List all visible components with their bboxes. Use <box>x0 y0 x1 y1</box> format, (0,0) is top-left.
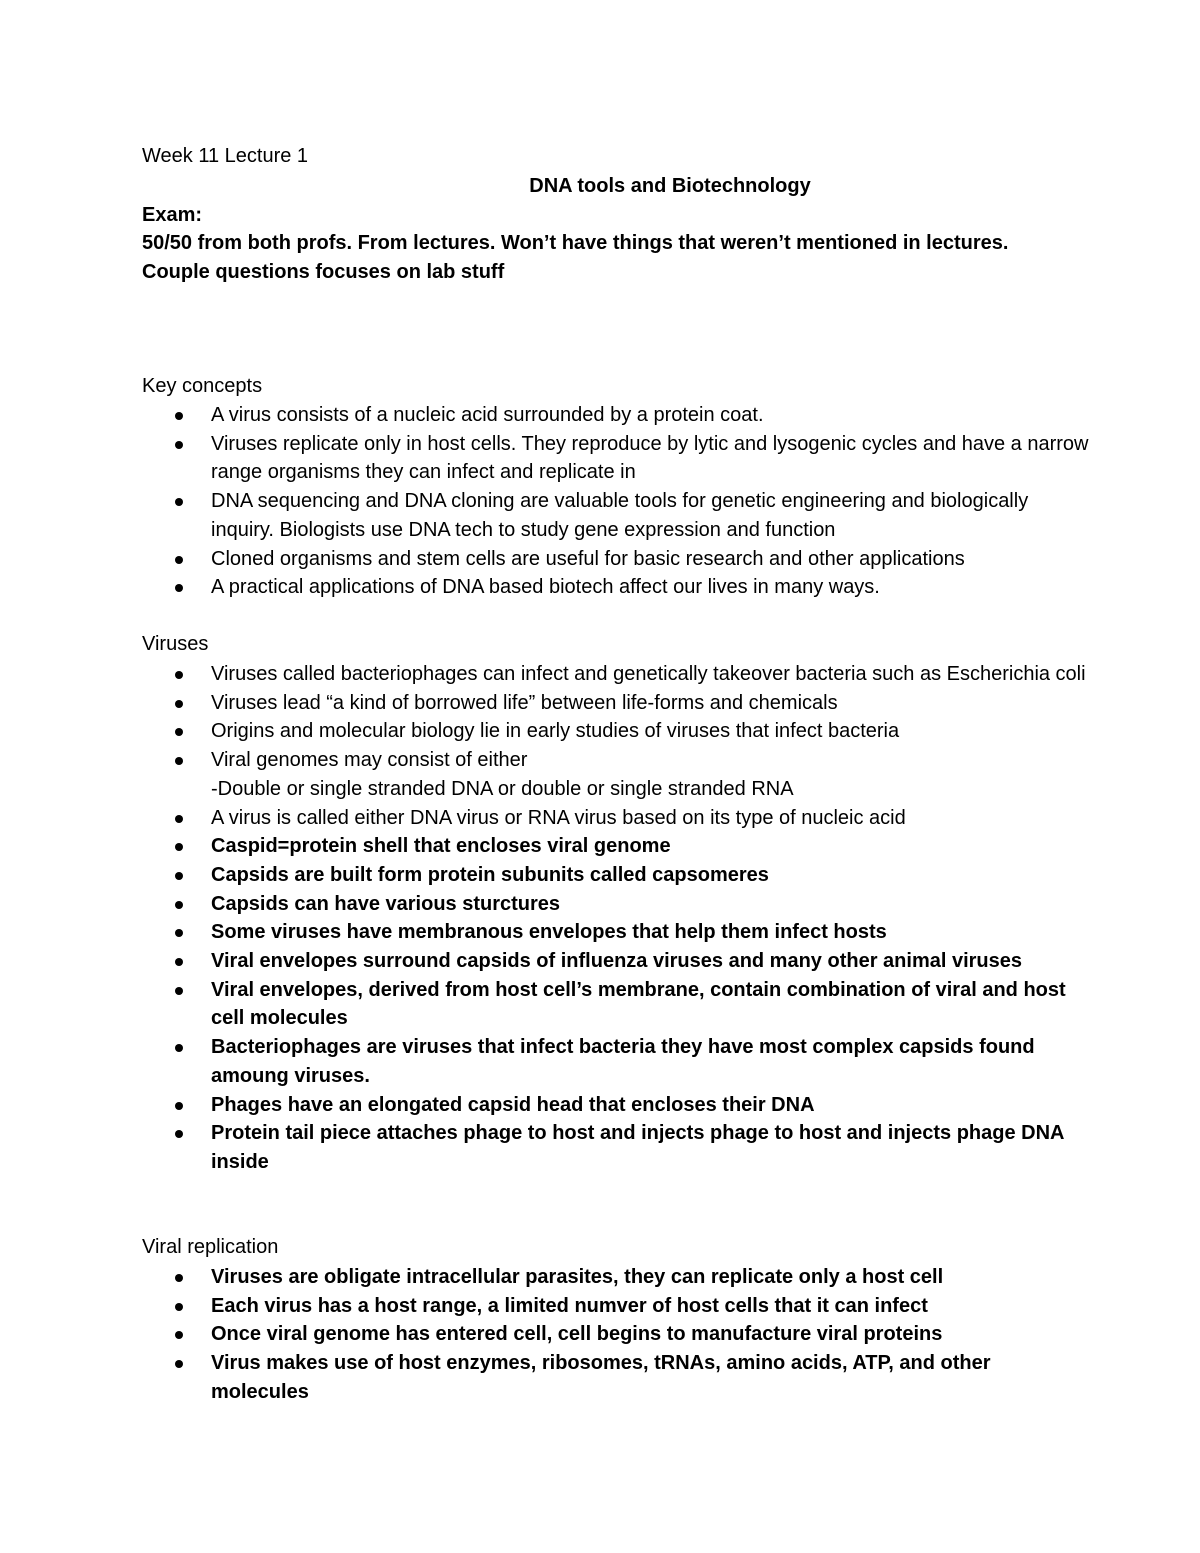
bullet-icon <box>175 929 183 937</box>
list-item: Viruses are obligate intracellular parasites, they can replicate only a host cell <box>0 1263 1091 1292</box>
bullet-icon <box>175 815 183 823</box>
list-item: Viral envelopes surround capsids of influenza viruses and many other animal viruses <box>0 947 1091 976</box>
bullet-icon <box>175 1303 183 1311</box>
exam-note-2: Couple questions focuses on lab stuff <box>142 261 505 283</box>
list-item: Viruses replicate only in host cells. They reproduce by lytic and lysogenic cycles and have a narrow range organisms they can infect and replicate in <box>0 430 1091 487</box>
exam-label: Exam: <box>142 204 203 226</box>
document-title: DNA tools and Biotechnology <box>529 175 811 197</box>
list-item: A virus consists of a nucleic acid surrounded by a protein coat. <box>0 401 1091 430</box>
key-concepts-heading: Key concepts <box>142 375 263 397</box>
viruses-list <box>0 660 1091 1177</box>
bullet-icon <box>175 1044 183 1052</box>
list-item: DNA sequencing and DNA cloning are valuable tools for genetic engineering and biologically inquiry. Biologists use DNA tech to study gene expression and function <box>0 487 1091 544</box>
bullet-icon <box>175 441 183 449</box>
list-item: Phages have an elongated capsid head that encloses their DNA <box>0 1091 1091 1120</box>
list-item: Viral genomes may consist of either -Double or single stranded DNA or double or single stranded RNA <box>0 746 1091 803</box>
list-item: Protein tail piece attaches phage to host and injects phage to host and injects phage DNA inside <box>0 1119 1091 1176</box>
list-item: Cloned organisms and stem cells are useful for basic research and other applications <box>0 545 1091 574</box>
list-item: Once viral genome has entered cell, cell begins to manufacture viral proteins <box>0 1320 1091 1349</box>
list-item: Viruses lead “a kind of borrowed life” between life-forms and chemicals <box>0 689 1091 718</box>
bullet-icon <box>175 1130 183 1138</box>
bullet-icon <box>175 757 183 765</box>
list-item: Viruses called bacteriophages can infect and genetically takeover bacteria such as Escherichia coli <box>0 660 1091 689</box>
viral-replication-heading: Viral replication <box>142 1236 279 1258</box>
list-item: Origins and molecular biology lie in early studies of viruses that infect bacteria <box>0 717 1091 746</box>
list-item: Caspid=protein shell that encloses viral genome <box>0 832 1091 861</box>
list-item: A virus is called either DNA virus or RNA virus based on its type of nucleic acid <box>0 804 1091 833</box>
bullet-icon <box>175 728 183 736</box>
bullet-icon <box>175 498 183 506</box>
bullet-icon <box>175 843 183 851</box>
list-item: Capsids can have various sturctures <box>0 890 1091 919</box>
bullet-icon <box>175 1102 183 1110</box>
bullet-icon <box>175 1360 183 1368</box>
list-item: Each virus has a host range, a limited numver of host cells that it can infect <box>0 1292 1091 1321</box>
key-concepts-list <box>0 401 1091 602</box>
bullet-icon <box>175 987 183 995</box>
bullet-icon <box>175 872 183 880</box>
bullet-icon <box>175 901 183 909</box>
list-item: Virus makes use of host enzymes, ribosomes, tRNAs, amino acids, ATP, and other molecules <box>0 1349 1091 1406</box>
list-item: Capsids are built form protein subunits called capsomeres <box>0 861 1091 890</box>
bullet-icon <box>175 958 183 966</box>
bullet-icon <box>175 412 183 420</box>
bullet-icon <box>175 584 183 592</box>
week-label: Week 11 Lecture 1 <box>142 145 309 167</box>
genome-subline: -Double or single stranded DNA or double or single stranded RNA <box>211 777 794 800</box>
bullet-icon <box>175 671 183 679</box>
list-item: A practical applications of DNA based biotech affect our lives in many ways. <box>0 573 1091 602</box>
bullet-icon <box>175 1274 183 1282</box>
list-item: Bacteriophages are viruses that infect bacteria they have most complex capsids found amoung viruses. <box>0 1033 1091 1090</box>
bullet-icon <box>175 556 183 564</box>
list-item: Viral envelopes, derived from host cell’s membrane, contain combination of viral and host cell molecules <box>0 976 1091 1033</box>
exam-note-1: 50/50 from both profs. From lectures. Won’t have things that weren’t mentioned in lectures. <box>142 232 1009 254</box>
bullet-icon <box>175 1331 183 1339</box>
bullet-icon <box>175 700 183 708</box>
viral-replication-list <box>0 1263 1091 1407</box>
viruses-heading: Viruses <box>142 633 209 655</box>
list-item: Some viruses have membranous envelopes that help them infect hosts <box>0 918 1091 947</box>
